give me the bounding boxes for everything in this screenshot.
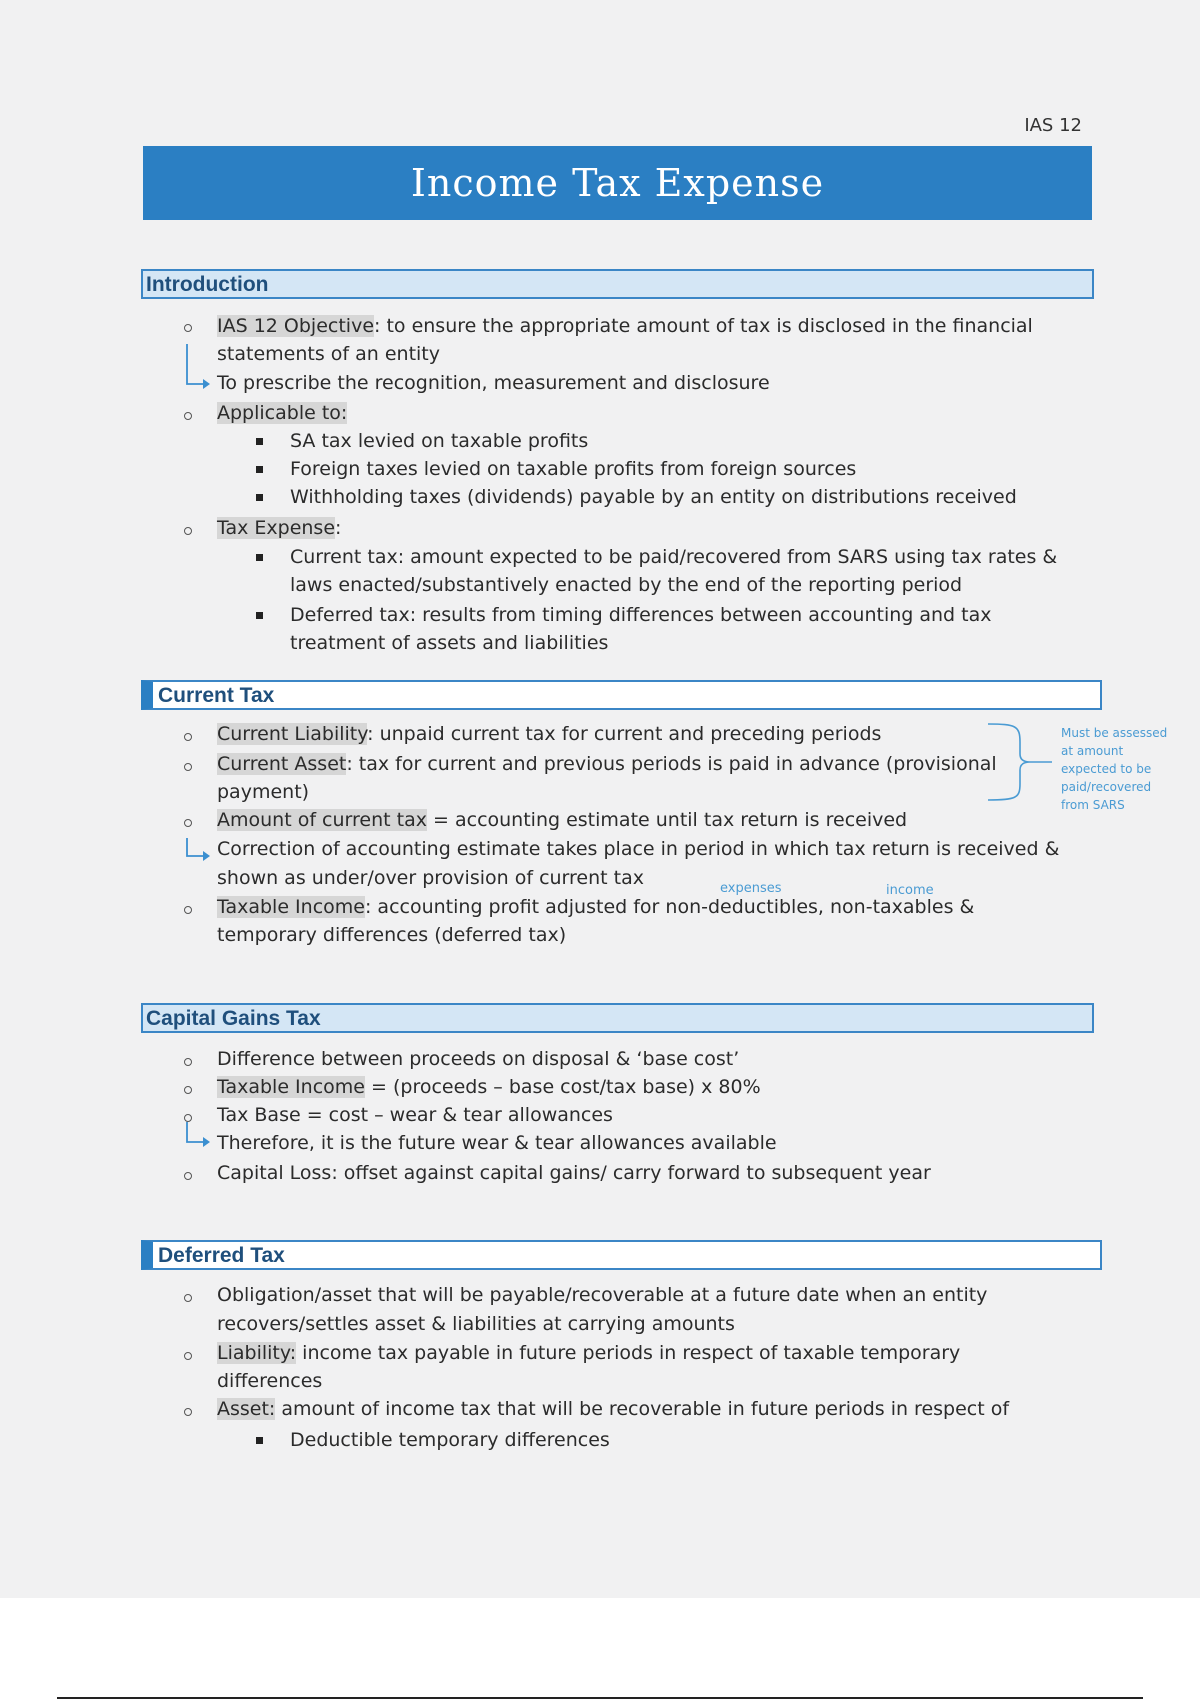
bullet-circle: [184, 1114, 192, 1122]
list-item-continued: laws enacted/substantively enacted by the end of the reporting period: [290, 574, 963, 596]
bullet-square: [256, 494, 263, 501]
list-item: Deferred tax: results from timing differences between accounting and tax: [290, 604, 992, 626]
arrow-icon: [186, 838, 214, 860]
brace-icon: [986, 722, 1056, 802]
bullet-circle: [184, 1352, 192, 1360]
bullet-circle: [184, 527, 192, 535]
deferred-asset-line: Asset: amount of income tax that will be recoverable in future periods in respect of: [217, 1398, 1010, 1420]
deferred-liability-line: Liability: income tax payable in future periods in respect of taxable temporary: [217, 1342, 961, 1364]
highlight-term: Amount of current tax: [217, 809, 427, 831]
annotation-income: income: [886, 883, 934, 898]
bullet-circle: [184, 733, 192, 741]
cgt-arrow-line: Therefore, it is the future wear & tear allowances available: [217, 1132, 777, 1154]
deferred-line-1b: recovers/settles asset & liabilities at carrying amounts: [217, 1313, 735, 1335]
current-asset-line: Current Asset: tax for current and previous periods is paid in advance (provisional: [217, 753, 997, 775]
current-asset-line-2: payment): [217, 781, 310, 803]
section-heading-deferred-tax: Deferred Tax: [141, 1240, 1102, 1270]
bullet-circle: [184, 1058, 192, 1066]
intro-applicable-line: [217, 401, 347, 425]
intro-objective-line-2: statements of an entity: [217, 343, 440, 365]
bullet-circle: [184, 324, 192, 332]
bullet-square: [256, 612, 263, 619]
list-item: Withholding taxes (dividends) payable by an entity on distributions received: [290, 486, 1017, 508]
bullet-square: [256, 554, 263, 561]
cgt-line-3: Tax Base = cost – wear & tear allowances: [217, 1104, 613, 1126]
highlight-term: Taxable Income: [217, 896, 365, 918]
intro-objective-line: IAS 12 Objective: to ensure the appropriate amount of tax is disclosed in the financial: [217, 315, 1033, 337]
highlight-term: Liability:: [217, 1342, 297, 1364]
intro-tax-expense-line: Tax Expense:: [217, 517, 342, 539]
highlight-term: Asset:: [217, 1398, 276, 1420]
bullet-circle: [184, 819, 192, 827]
current-liability-line: Current Liability: unpaid current tax for current and preceding periods: [217, 723, 882, 745]
list-item-continued: treatment of assets and liabilities: [290, 632, 609, 654]
bullet-circle: [184, 1086, 192, 1094]
highlight-term: Current Asset: [217, 753, 347, 775]
highlight-term: Applicable to:: [217, 402, 348, 424]
bullet-circle: [184, 1172, 192, 1180]
footer-rule: [57, 1697, 1143, 1699]
bullet-square: [256, 466, 263, 473]
highlight-term: Taxable Income: [217, 1076, 365, 1098]
annotation-expenses: expenses: [720, 881, 782, 896]
list-item: Deductible temporary differences: [290, 1429, 610, 1451]
section-heading-capital-gains: Capital Gains Tax: [141, 1003, 1094, 1033]
section-heading-current-tax: Current Tax: [141, 680, 1102, 710]
list-item: Foreign taxes levied on taxable profits from foreign sources: [290, 458, 857, 480]
cgt-line-1: Difference between proceeds on disposal & ‘base cost’: [217, 1048, 740, 1070]
arrow-icon: [186, 344, 214, 388]
bullet-circle: [184, 412, 192, 420]
bullet-circle: [184, 1294, 192, 1302]
bullet-square: [256, 1437, 263, 1444]
intro-objective-arrow-line: To prescribe the recognition, measurement and disclosure: [217, 372, 770, 394]
cgt-taxable-income-line: Taxable Income = (proceeds – base cost/tax base) x 80%: [217, 1076, 761, 1098]
current-taxable-income-line-2: temporary differences (deferred tax): [217, 924, 567, 946]
deferred-line-1: Obligation/asset that will be payable/recoverable at a future date when an entity: [217, 1284, 988, 1306]
page-title: Income Tax Expense: [410, 161, 825, 205]
deferred-liability-line-2: differences: [217, 1370, 323, 1392]
bullet-circle: [184, 763, 192, 771]
current-correction-line: Correction of accounting estimate takes place in period in which tax return is received &: [217, 838, 1060, 860]
current-correction-line-2: shown as under/over provision of current tax: [217, 867, 644, 889]
highlight-term: Current Liability: [217, 723, 368, 745]
current-taxable-income-line: Taxable Income: accounting profit adjusted for non-deductibles, non-taxables &: [217, 896, 975, 918]
current-amount-line: Amount of current tax = accounting estimate until tax return is received: [217, 809, 908, 831]
document-reference: IAS 12: [1024, 115, 1082, 136]
bullet-circle: [184, 906, 192, 914]
side-note: Must be assessed at amount expected to be paid/recovered from SARS: [1061, 726, 1168, 812]
arrow-icon: [186, 1122, 214, 1146]
list-item: Current tax: amount expected to be paid/recovered from SARS using tax rates &: [290, 546, 1058, 568]
highlight-term: IAS 12 Objective: [217, 315, 375, 337]
section-heading-introduction: Introduction: [141, 269, 1094, 299]
bullet-square: [256, 438, 263, 445]
bullet-circle: [184, 1408, 192, 1416]
highlight-term: Tax Expense: [217, 517, 336, 539]
title-banner: [143, 146, 1092, 220]
list-item: SA tax levied on taxable profits: [290, 430, 589, 452]
cgt-line-5: Capital Loss: offset against capital gains/ carry forward to subsequent year: [217, 1162, 931, 1184]
